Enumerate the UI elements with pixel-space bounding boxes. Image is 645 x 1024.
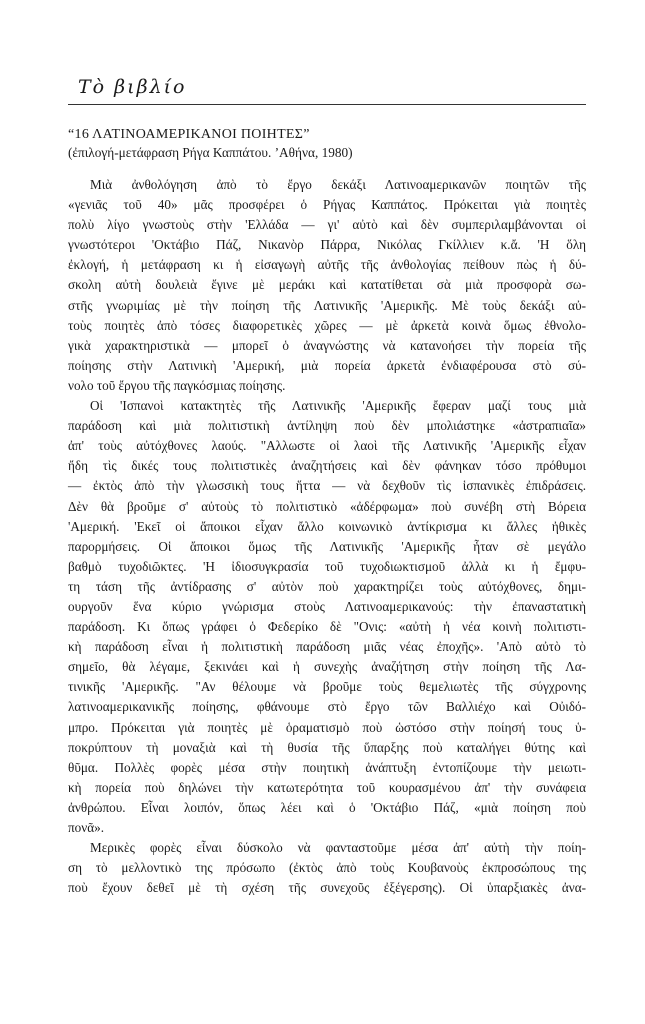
text-line: μπρο. Πρόκειται γιὰ ποιητὲς μὲ ὁραματισμὸ ποὺ ὡστόσο στὴν ποίησή τους ὑ- xyxy=(68,719,586,735)
text-line: «γενιᾶς τοῦ 40» μᾶς προσφέρει ὁ Ρήγας Καππάτος. Πρόκειται γιὰ ποιητὲς xyxy=(68,197,586,213)
article-body xyxy=(68,175,586,898)
text-line: τη τάση τῆς ἀντίδρασης σ' αὐτὸν ποὺ χαρακτηρίζει τοὺς αὐτόχθονες, δημι- xyxy=(68,578,586,594)
text-line: βαθμὸ τυχοδιῶκτες. 'Η ἰδιοσυγκρασία τοῦ τυχοδιωκτισμοῦ ἀλλὰ κι ἡ ἔμφυ- xyxy=(68,558,586,574)
section-header xyxy=(68,70,586,105)
text-line: παράδοση καὶ μιὰ πολιτιστικὴ ἀντίληψη ποὺ δὲν μπολιάστηκε «ἀστραπιαῖα» xyxy=(68,418,586,434)
text-line: Οἱ 'Ισπανοὶ κατακτητὲς τῆς Λατινικῆς 'Αμερικῆς ἔφεραν μαζί τους μιὰ xyxy=(90,398,586,414)
text-line: νολο τοῦ ἔργου τῆς παγκόσμιας ποίησης. xyxy=(68,377,286,393)
text-line: τοὺς ποιητὲς ἀπὸ τόσες διαφορετικὲς χῶρες — μὲ ἀρκετὰ κοινὰ ὅμως ἐθνολο- xyxy=(68,317,586,333)
text-line: ποίησης στὴν Λατινικὴ 'Αμερική, μιὰ πορεία ἀρκετὰ ἐνδιαφέρουσα στὸ σύ- xyxy=(68,357,586,373)
paragraph-3 xyxy=(68,838,586,898)
text-line: πολὺ λίγο γνωστοὺς στὴν 'Ελλάδα — γι' αὐτὸ καὶ δὲν συμπεριλαμβάνονται οἱ xyxy=(68,217,586,233)
text-line: Μιὰ ἀνθολόγηση ἀπὸ τὸ ἔργο δεκάξι Λατινοαμερικανῶν ποιητῶν τῆς xyxy=(90,177,586,192)
text-line: ἤδη τὶς δικές τους πολιτιστικὲς ἀναζητήσεις καὶ δὲν φάνηκαν τόσο πρόθυμοι xyxy=(68,458,586,474)
text-line: ποὺ ἔχουν δεθεῖ μὲ τὴ σχέση τῆς συνεχοῦς ἐξέγερσης). Οἱ ὑπαρξιακὲς ἀνα- xyxy=(68,880,586,896)
text-line: τινικῆς 'Αμερικῆς. "Αν θέλουμε νὰ βροῦμε τοὺς θεμελιωτὲς τῆς σύγχρονης xyxy=(68,679,586,695)
text-line: θῦμα. Πολλὲς φορὲς μέσα στὴν ποιητικὴ ἀνάπτυξη ἐντοπίζουμε τὴν μειωτι- xyxy=(68,759,586,775)
paragraph-2 xyxy=(68,396,586,838)
section-title: Τὸ βιβλίο xyxy=(78,76,187,98)
text-line: ση τὸ μελλοντικὸ της πρόσωπο (ἐκτὸς ἀπὸ τοὺς Κουβανοὺς ἐκπροσώπους της xyxy=(68,860,586,876)
book-meta: (ἐπιλογή-μετάφραση Ρήγα Καππάτου. ’Αθήνα, 1980) xyxy=(68,145,353,160)
text-line: γνωστότεροι 'Οκτάβιο Πάζ, Νικανὸρ Πάρρα, Νικόλας Γκίλλιεν κ.ἄ. 'Η ὅλη xyxy=(68,237,586,253)
text-line: κὴ παράδοση εἶναι ἡ πολιτιστικὴ παράδοση μιᾶς νέας ἐποχῆς». 'Απὸ αὐτὸ τὸ xyxy=(68,639,586,655)
text-line: — ἐκτὸς ἀπὸ τὴν γλωσσικὴ τους ἥττα — νὰ δεχθοῦν τὶς ἱσπανικὲς ἐπιδράσεις. xyxy=(68,478,586,494)
text-line: πονᾶ». xyxy=(68,820,105,835)
text-line: κὴ πορεία ποὺ δηλώνει τὴν κατωτερότητα τοῦ κουρασμένου ἀπ' τὴν συνάφεια xyxy=(68,779,586,795)
text-line: παράδοση. Κι ὅπως γράφει ὁ Φεδερίκο δὲ "Ονις: «αὐτὴ ἡ νέα κοινὴ πολιτιστι- xyxy=(68,619,586,635)
page xyxy=(68,70,586,898)
text-line: ποκρύπτουν τὴ μοναξιὰ καὶ τὴ θυσία τῆς ὕπαρξης ποὺ καταλήγει θύτης καὶ xyxy=(68,739,586,755)
text-line: σκολη αὐτὴ δουλειὰ ἔγινε μὲ μεράκι καὶ κατατίθεται σὰ μιὰ προσφορὰ σω- xyxy=(68,277,586,293)
text-line: ἐκλογή, ἡ μετάφραση κι ἡ εἰσαγωγὴ αὐτῆς τῆς ἀνθολογίας πείθουν πὼς ἡ δύ- xyxy=(68,257,586,273)
text-line: λατινοαμερικανικῆς ποίησης, φθάνουμε στὸ ἔργο τῶν Βαλλιέχο καὶ Οὐιδό- xyxy=(68,699,586,715)
text-line: 'Αμερική. 'Εκεῖ οἱ ἄποικοι εἶχαν ἄλλο κοινωνικὸ ἀντίκρισμα κι ἄλλες ἠθικὲς xyxy=(68,518,586,534)
text-line: Μερικὲς φορὲς εἶναι δύσκολο νὰ φανταστοῦμε μέσα ἀπ' αὐτὴ τὴν ποίη- xyxy=(90,840,586,856)
text-line: στῆς γνωριμίας μὲ τὴν ποίηση τῆς Λατινικῆς 'Αμερικῆς. Μὲ τοὺς δεκάξι αὐ- xyxy=(68,297,586,313)
text-line: σημεῖο, θὰ λέγαμε, ξεκινάει καὶ ἡ συνεχὴς ἀναζήτηση στὴν ποίηση τῆς Λα- xyxy=(68,659,586,675)
text-line: ουργοῦν ἕνα κύριο γνώρισμα στοὺς Λατινοαμερικανούς: τὴν ἐπαναστατικὴ xyxy=(68,598,586,614)
text-line: Δὲν θὰ βροῦμε σ' αὐτοὺς τὸ πολιτιστικὸ «ἀδέρφωμα» ποὺ συνέβη στὴ Βόρεια xyxy=(68,498,586,514)
text-line: ἀπ' τοὺς αὐτόχθονες λαούς. "Αλλωστε οἱ λαοὶ τῆς Λατινικῆς 'Αμερικῆς εἶχαν xyxy=(68,438,586,454)
text-line: ἀνθρώπου. Εἶναι λοιπόν, ὅπως λέει καὶ ὁ 'Οκτάβιο Πάζ, «μιὰ ποίηση ποὺ xyxy=(68,799,586,815)
text-line: γικὰ χαρακτηριστικὰ — μπορεῖ ὁ ἀναγνώστης νὰ κατανοήσει τὴν πορεία τῆς xyxy=(68,337,586,353)
text-line: παρορμήσεις. Οἱ ἄποικοι ὅμως τῆς Λατινικῆς 'Αμερικῆς ἦταν σὲ μεγάλο xyxy=(68,538,586,554)
paragraph-1 xyxy=(68,175,586,396)
book-title: “16 ΛΑΤΙΝΟΑΜΕΡΙΚΑΝΟΙ ΠΟΙΗΤΕΣ” xyxy=(68,127,310,142)
